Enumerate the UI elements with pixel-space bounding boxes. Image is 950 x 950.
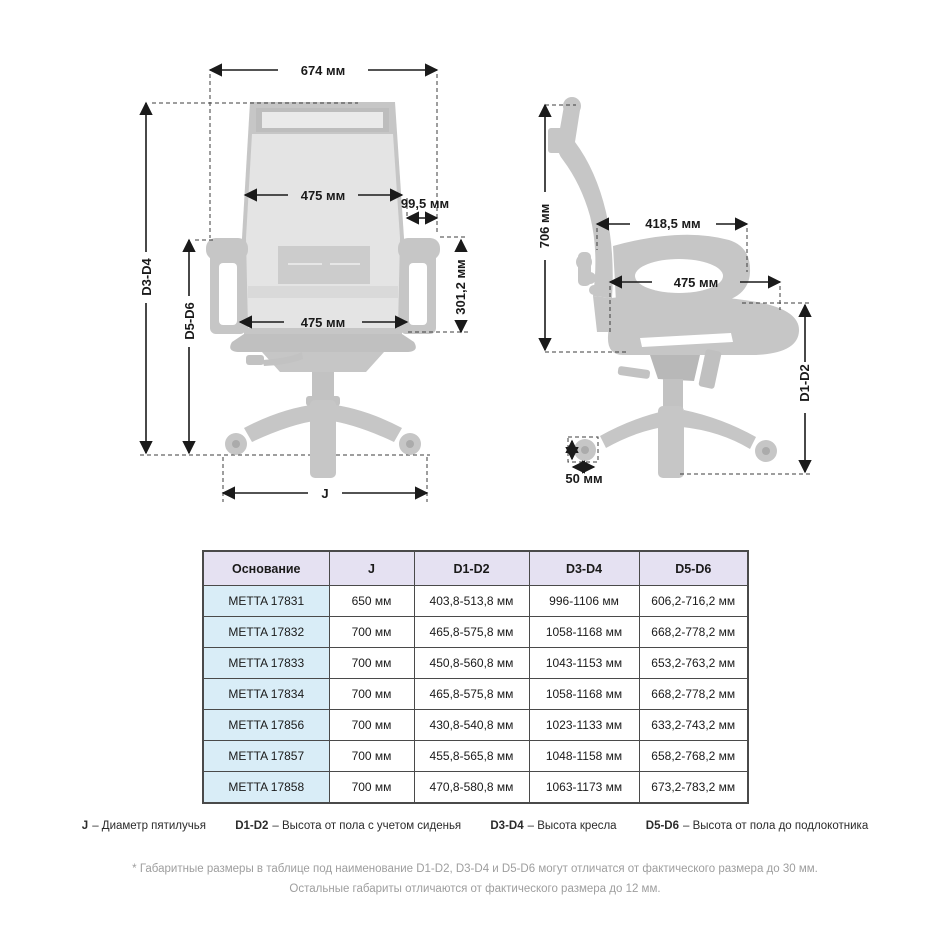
header-d5d6: D5-D6	[639, 551, 748, 586]
chair-side-view	[537, 97, 812, 486]
legend-term: D3-D4	[490, 820, 524, 832]
legend-item-d3d4	[490, 820, 616, 832]
table-cell: 1043-1153 мм	[529, 648, 639, 679]
legend-desc: – Высота кресла	[527, 820, 617, 832]
table-cell: 700 мм	[329, 679, 414, 710]
front-height-d3d4-label: D3-D4	[139, 258, 154, 296]
legend-item-d1d2	[235, 820, 461, 832]
legend-desc: – Высота от пола до подлокотника	[683, 820, 869, 832]
header-d3d4: D3-D4	[529, 551, 639, 586]
side-backrest-height-label: 706 мм	[537, 203, 552, 249]
table-cell: 650 мм	[329, 586, 414, 617]
table-cell: 1023-1133 мм	[529, 710, 639, 741]
dimensions-table	[202, 550, 749, 804]
table-row	[203, 679, 748, 710]
table-row	[203, 617, 748, 648]
front-overall-width-label: 674 мм	[300, 63, 346, 78]
table-cell: 700 мм	[329, 772, 414, 804]
table-row	[203, 772, 748, 804]
header-j: J	[329, 551, 414, 586]
table-cell: 465,8-575,8 мм	[414, 679, 529, 710]
legend-term: D1-D2	[235, 820, 269, 832]
front-height-d5d6-label: D5-D6	[182, 302, 197, 340]
chair-front-silhouette	[206, 102, 440, 478]
model-name: METTA 17834	[203, 679, 329, 710]
model-name: METTA 17857	[203, 741, 329, 772]
table-cell: 668,2-778,2 мм	[639, 617, 748, 648]
table-cell: 465,8-575,8 мм	[414, 617, 529, 648]
table-row	[203, 710, 748, 741]
table-row	[203, 741, 748, 772]
table-cell: 450,8-560,8 мм	[414, 648, 529, 679]
table-cell: 606,2-716,2 мм	[639, 586, 748, 617]
table-cell: 700 мм	[329, 648, 414, 679]
table-cell: 1058-1168 мм	[529, 617, 639, 648]
model-name: METTA 17858	[203, 772, 329, 804]
legend-term: J	[81, 820, 89, 832]
table-cell: 653,2-763,2 мм	[639, 648, 748, 679]
side-caster-diameter-label: 50 мм	[565, 471, 603, 486]
side-armrest-depth-label: 418,5 мм	[645, 216, 701, 231]
legend-item-d5d6	[646, 820, 868, 832]
front-backrest-side-height-label: 301,2 мм	[453, 259, 468, 315]
front-base-diameter-label: J	[321, 486, 329, 501]
model-name: METTA 17832	[203, 617, 329, 648]
front-side-offset-label: 99,5 мм	[400, 196, 450, 211]
footnote-line-2: Остальные габариты отличаются от фактического размера до 12 мм.	[289, 882, 661, 895]
table-cell: 1058-1168 мм	[529, 679, 639, 710]
legend-desc: – Диаметр пятилучья	[92, 820, 206, 832]
table-row	[203, 648, 748, 679]
legend-item-j	[82, 820, 206, 832]
front-seat-width-label: 475 мм	[300, 315, 346, 330]
size-tolerance-footnote	[0, 860, 950, 899]
table-cell: 1048-1158 мм	[529, 741, 639, 772]
table-cell: 1063-1173 мм	[529, 772, 639, 804]
legend-desc: – Высота от пола с учетом сиденья	[272, 820, 462, 832]
side-height-d1d2-label: D1-D2	[797, 364, 812, 402]
front-backrest-width-label: 475 мм	[300, 188, 346, 203]
table-cell: 455,8-565,8 мм	[414, 741, 529, 772]
table-cell: 470,8-580,8 мм	[414, 772, 529, 804]
table-cell: 996-1106 мм	[529, 586, 639, 617]
table-cell: 673,2-783,2 мм	[639, 772, 748, 804]
footnote-line-1: * Габаритные размеры в таблице под наименование D1-D2, D3-D4 и D5-D6 могут отличатся от фактического размера до 30 мм.	[132, 863, 818, 875]
table-cell: 700 мм	[329, 710, 414, 741]
table-row	[203, 586, 748, 617]
chair-front-view	[139, 63, 468, 502]
model-name: METTA 17856	[203, 710, 329, 741]
side-seat-depth-label: 475 мм	[673, 275, 719, 290]
table-cell: 700 мм	[329, 617, 414, 648]
table-cell: 633,2-743,2 мм	[639, 710, 748, 741]
table-cell: 668,2-778,2 мм	[639, 679, 748, 710]
table-cell: 658,2-768,2 мм	[639, 741, 748, 772]
table-header-row	[203, 551, 748, 586]
header-d1d2: D1-D2	[414, 551, 529, 586]
model-name: METTA 17831	[203, 586, 329, 617]
table-cell: 430,8-540,8 мм	[414, 710, 529, 741]
dimension-legend	[0, 820, 950, 832]
model-name: METTA 17833	[203, 648, 329, 679]
table-cell: 403,8-513,8 мм	[414, 586, 529, 617]
header-base: Основание	[203, 551, 329, 586]
table-cell: 700 мм	[329, 741, 414, 772]
legend-term: D5-D6	[645, 820, 680, 832]
